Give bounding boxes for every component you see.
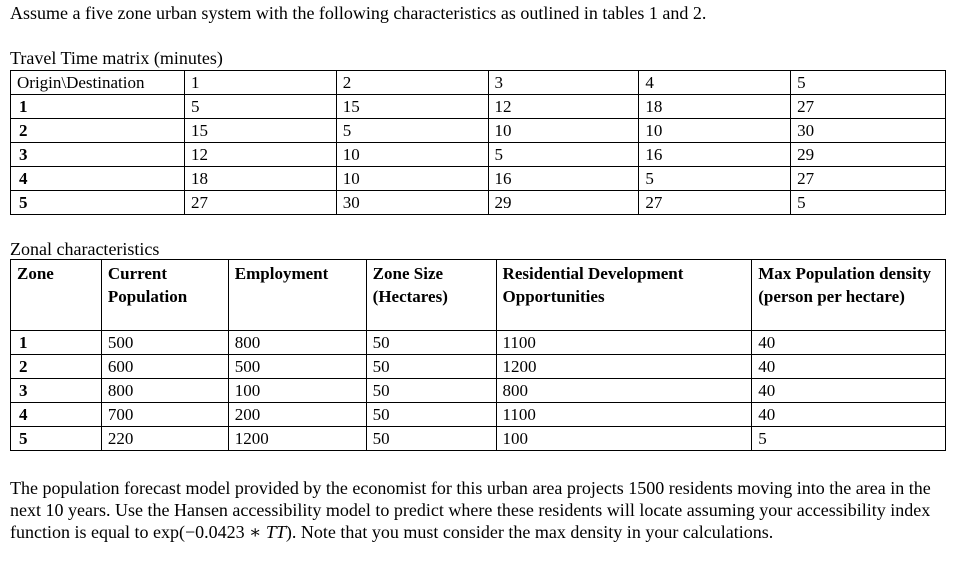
travel-time-cell: 15 — [336, 95, 488, 119]
origin-zone-cell: 4 — [11, 167, 185, 191]
table-row — [11, 143, 946, 167]
travel-time-cell: 16 — [488, 167, 639, 191]
travel-time-cell: 29 — [791, 143, 946, 167]
zonal-value-cell: 800 — [101, 379, 228, 403]
origin-zone-cell: 5 — [11, 191, 185, 215]
travel-time-cell: 15 — [184, 119, 336, 143]
travel-time-cell: 27 — [791, 167, 946, 191]
zonal-value-cell: 220 — [101, 427, 228, 451]
table-row — [11, 331, 946, 355]
zonal-value-cell: 700 — [101, 403, 228, 427]
travel-time-cell: 30 — [791, 119, 946, 143]
zonal-value-cell: 200 — [228, 403, 366, 427]
closing-math-variable: TT — [265, 522, 286, 542]
zonal-value-cell: 40 — [752, 331, 946, 355]
travel-time-cell: 16 — [639, 143, 791, 167]
zonal-value-cell: 40 — [752, 403, 946, 427]
zonal-value-cell: 500 — [228, 355, 366, 379]
travel-dest-header: 4 — [639, 71, 791, 95]
zonal-column-header: Current Population — [101, 260, 228, 331]
table-row — [11, 191, 946, 215]
travel-time-table — [10, 70, 946, 215]
travel-time-cell: 30 — [336, 191, 488, 215]
zonal-header-row — [11, 260, 946, 331]
zonal-value-cell: 1200 — [496, 355, 752, 379]
zonal-value-cell: 5 — [752, 427, 946, 451]
origin-zone-cell: 1 — [11, 95, 185, 119]
zonal-value-cell: 100 — [228, 379, 366, 403]
travel-dest-header: 3 — [488, 71, 639, 95]
zonal-value-cell: 50 — [366, 403, 496, 427]
zonal-column-header: Zone Size (Hectares) — [366, 260, 496, 331]
travel-time-cell: 10 — [336, 167, 488, 191]
zonal-value-cell: 600 — [101, 355, 228, 379]
travel-time-cell: 27 — [184, 191, 336, 215]
travel-time-cell: 12 — [488, 95, 639, 119]
zone-id-cell: 1 — [11, 331, 102, 355]
table-row — [11, 167, 946, 191]
zonal-value-cell: 800 — [496, 379, 752, 403]
closing-text-end: ). Note that you must consider the max density in your calculations. — [285, 522, 774, 542]
zonal-value-cell: 1100 — [496, 403, 752, 427]
travel-dest-header: 5 — [791, 71, 946, 95]
travel-time-cell: 27 — [791, 95, 946, 119]
travel-table-caption: Travel Time matrix (minutes) — [10, 48, 223, 68]
zonal-value-cell: 1200 — [228, 427, 366, 451]
table-row — [11, 95, 946, 119]
closing-text-start: The population forecast model provided by the economist for this urban area projects 1500 residents moving into the area in the next 10 years. Use the Hansen accessibility model to predict where these residents will locate assuming your accessibility index function is equal to exp(−0.0423 ∗ — [10, 478, 931, 542]
travel-time-cell: 18 — [184, 167, 336, 191]
zonal-value-cell: 500 — [101, 331, 228, 355]
zonal-column-header: Employment — [228, 260, 366, 331]
travel-time-cell: 5 — [639, 167, 791, 191]
table-row — [11, 427, 946, 451]
travel-time-cell: 18 — [639, 95, 791, 119]
travel-corner-header: Origin\Destination — [11, 71, 185, 95]
table-row — [11, 403, 946, 427]
travel-time-cell: 5 — [791, 191, 946, 215]
closing-paragraph — [10, 477, 955, 543]
zonal-value-cell: 100 — [496, 427, 752, 451]
zone-id-cell: 2 — [11, 355, 102, 379]
travel-time-cell: 10 — [336, 143, 488, 167]
table-row — [11, 119, 946, 143]
zonal-value-cell: 40 — [752, 355, 946, 379]
zonal-value-cell: 50 — [366, 379, 496, 403]
origin-zone-cell: 3 — [11, 143, 185, 167]
intro-text: Assume a five zone urban system with the following characteristics as outlined in tables 1 and 2. — [10, 3, 707, 23]
travel-time-cell: 10 — [488, 119, 639, 143]
zone-id-cell: 3 — [11, 379, 102, 403]
table-row — [11, 355, 946, 379]
zonal-value-cell: 40 — [752, 379, 946, 403]
zonal-column-header: Residential Development Opportunities — [496, 260, 752, 331]
zone-id-cell: 4 — [11, 403, 102, 427]
travel-time-cell: 5 — [184, 95, 336, 119]
zonal-value-cell: 50 — [366, 355, 496, 379]
travel-time-cell: 27 — [639, 191, 791, 215]
zonal-column-header: Max Population density (person per hectare) — [752, 260, 946, 331]
travel-time-cell: 5 — [488, 143, 639, 167]
travel-time-cell: 12 — [184, 143, 336, 167]
zonal-value-cell: 800 — [228, 331, 366, 355]
origin-zone-cell: 2 — [11, 119, 185, 143]
zonal-characteristics-table — [10, 259, 946, 451]
travel-time-cell: 29 — [488, 191, 639, 215]
zonal-value-cell: 50 — [366, 331, 496, 355]
travel-dest-header: 2 — [336, 71, 488, 95]
zone-id-cell: 5 — [11, 427, 102, 451]
travel-dest-header: 1 — [184, 71, 336, 95]
zonal-column-header: Zone — [11, 260, 102, 331]
zonal-value-cell: 50 — [366, 427, 496, 451]
table-row — [11, 379, 946, 403]
travel-time-cell: 10 — [639, 119, 791, 143]
zonal-value-cell: 1100 — [496, 331, 752, 355]
zonal-table-caption: Zonal characteristics — [10, 239, 160, 259]
travel-header-row — [11, 71, 946, 95]
travel-time-cell: 5 — [336, 119, 488, 143]
